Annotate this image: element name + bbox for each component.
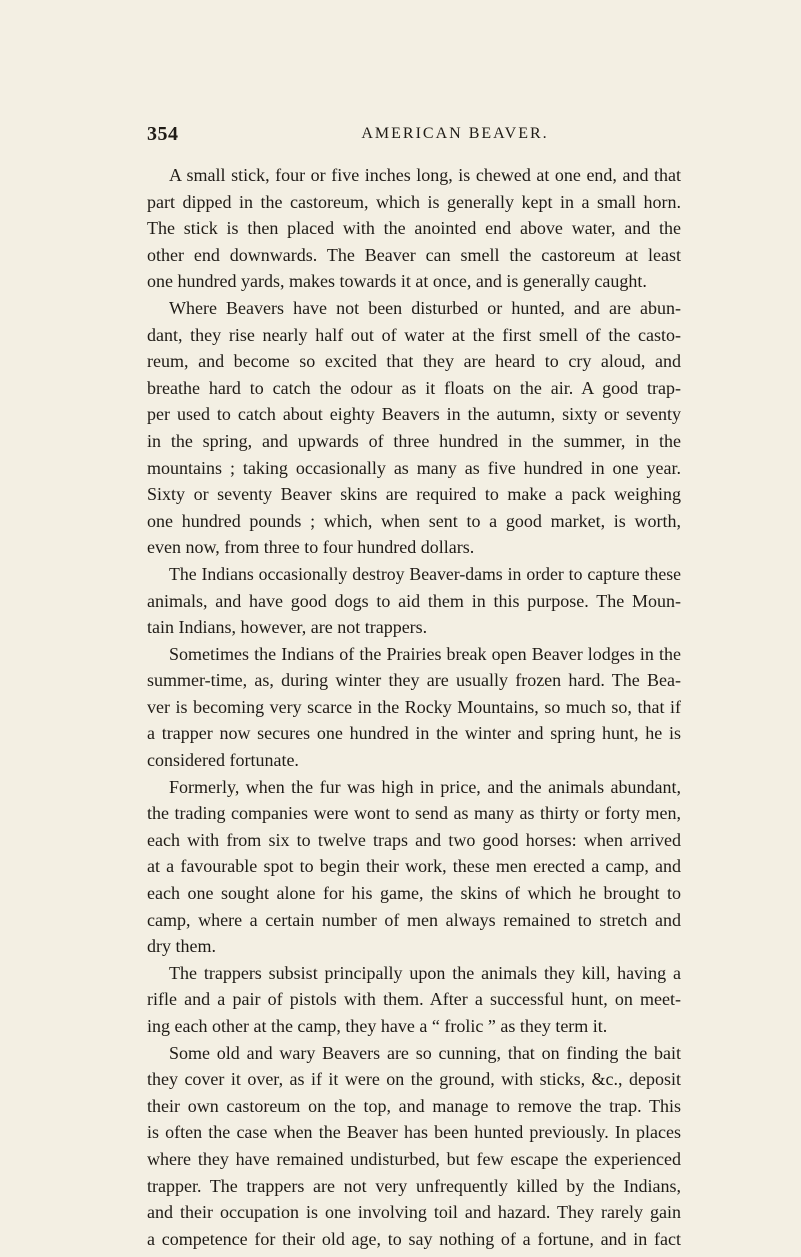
text-line: and their occupation is one involving toil and hazard. They rarely gain xyxy=(147,1202,681,1223)
text-line: dant, they rise nearly half out of water at the first smell of the casto- xyxy=(147,324,681,345)
text-line: one hundred yards, makes towards it at once, and is generally caught. xyxy=(147,271,647,292)
running-title: AMERICAN BEAVER. xyxy=(361,125,549,142)
text-line: Sometimes the Indians of the Prairies break open Beaver lodges in the xyxy=(169,643,681,664)
body-text xyxy=(147,162,681,1252)
text-line: Sixty or seventy Beaver skins are required to make a pack weighing xyxy=(147,484,681,505)
text-line: summer-time, as, during winter they are usually frozen hard. The Bea- xyxy=(147,670,681,691)
text-line: animals, and have good dogs to aid them in this purpose. The Moun- xyxy=(147,590,681,611)
text-line: trapper. The trappers are not very unfrequently killed by the Indians, xyxy=(147,1175,681,1196)
text-line: part dipped in the castoreum, which is generally kept in a small horn. xyxy=(147,191,681,212)
text-line: camp, where a certain number of men always remained to stretch and xyxy=(147,909,681,930)
text-line: The trappers subsist principally upon the animals they kill, having a xyxy=(169,962,681,983)
text-line: per used to catch about eighty Beavers in the autumn, sixty or seventy xyxy=(147,404,681,425)
text-line: the trading companies were wont to send as many as thirty or forty men, xyxy=(147,803,681,824)
text-line: a competence for their old age, to say nothing of a fortune, and in fact xyxy=(147,1228,681,1249)
text-line: in the spring, and upwards of three hundred in the summer, in the xyxy=(147,430,681,451)
text-line: The stick is then placed with the anointed end above water, and the xyxy=(147,218,681,239)
text-line: The Indians occasionally destroy Beaver-dams in order to capture these xyxy=(169,563,681,584)
text-line: breathe hard to catch the odour as it floats on the air. A good trap- xyxy=(147,377,681,398)
running-head xyxy=(147,123,681,151)
text-line: a trapper now secures one hundred in the winter and spring hunt, he is xyxy=(147,723,681,744)
text-line: rifle and a pair of pistols with them. After a successful hunt, on meet- xyxy=(147,989,681,1010)
text-line: each one sought alone for his game, the skins of which he brought to xyxy=(147,883,681,904)
text-line: ing each other at the camp, they have a “ frolic ” as they term it. xyxy=(147,1016,608,1036)
page-number: 354 xyxy=(147,123,179,145)
text-line: where they have remained undisturbed, but few escape the experienced xyxy=(147,1148,681,1169)
text-line: Some old and wary Beavers are so cunning, that on finding the bait xyxy=(169,1042,681,1063)
text-line: each with from six to twelve traps and two good horses: when arrived xyxy=(147,829,681,850)
text-line: A small stick, four or five inches long, is chewed at one end, and that xyxy=(169,165,681,185)
text-line: dry them. xyxy=(147,936,216,957)
text-line: other end downwards. The Beaver can smell the castoreum at least xyxy=(147,244,681,265)
text-line: Where Beavers have not been disturbed or hunted, and are abun- xyxy=(169,297,681,318)
text-line: mountains ; taking occasionally as many as five hundred in one year. xyxy=(147,457,681,478)
text-line: their own castoreum on the top, and manage to remove the trap. This xyxy=(147,1095,681,1116)
text-line: is often the case when the Beaver has been hunted previously. In places xyxy=(147,1122,681,1143)
text-line: at a favourable spot to begin their work, these men erected a camp, and xyxy=(147,856,681,877)
text-line: considered fortunate. xyxy=(147,750,299,771)
text-line: reum, and become so excited that they are heard to cry aloud, and xyxy=(147,351,681,372)
text-line: Formerly, when the fur was high in price, and the animals abundant, xyxy=(169,776,681,797)
text-line: one hundred pounds ; which, when sent to a good market, is worth, xyxy=(147,510,681,531)
text-line: tain Indians, however, are not trappers. xyxy=(147,617,428,638)
text-line: they cover it over, as if it were on the ground, with sticks, &c., deposit xyxy=(147,1069,681,1090)
text-line: even now, from three to four hundred dollars. xyxy=(147,537,475,558)
text-line: ver is becoming very scarce in the Rocky Mountains, so much so, that if xyxy=(147,696,681,717)
